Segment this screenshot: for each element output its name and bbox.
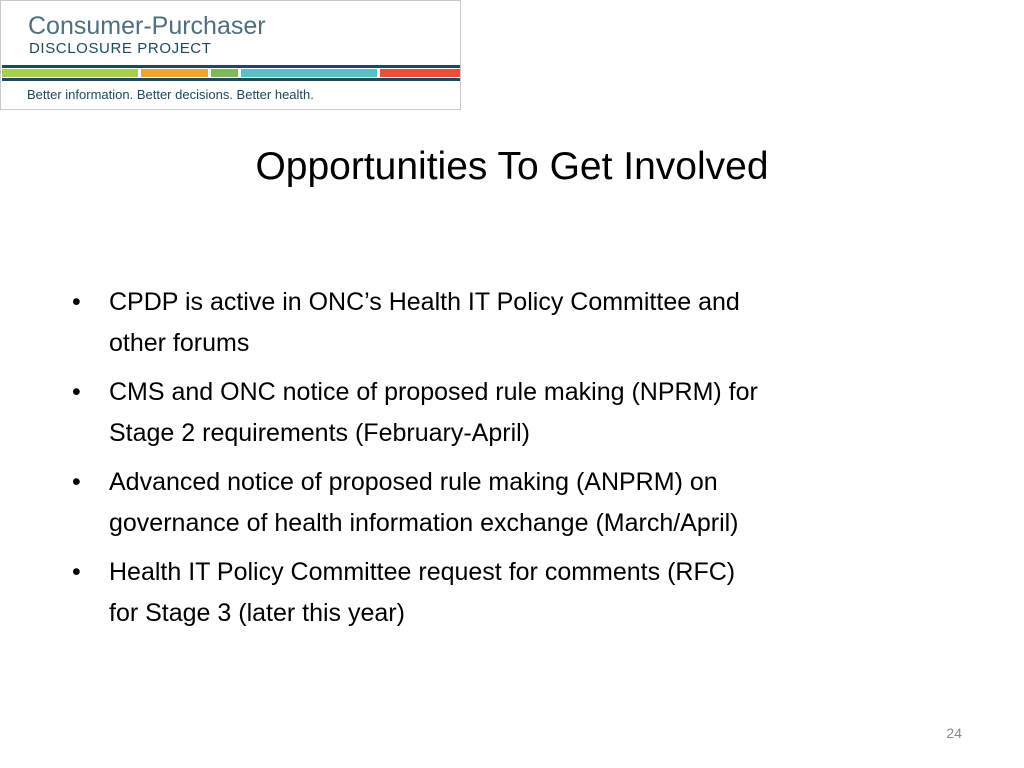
bullet-text-line: CPDP is active in ONC’s Health IT Policy Committee and	[109, 288, 740, 316]
logo-tagline: Better information. Better decisions. Better health.	[27, 87, 314, 102]
bullet-text-line: governance of health information exchange (March/April)	[109, 509, 739, 537]
logo-color-stripes	[2, 65, 460, 81]
bullet-dot: •	[72, 468, 81, 496]
bullet-text-line: Advanced notice of proposed rule making (ANPRM) on	[109, 468, 718, 496]
logo-stripe-teal	[241, 69, 377, 77]
bullet-text-line: Stage 2 requirements (February-April)	[109, 419, 530, 447]
bullet-text-line: for Stage 3 (later this year)	[109, 599, 405, 627]
bullet-dot: •	[72, 378, 81, 406]
page-number: 24	[946, 725, 962, 741]
slide-title: Opportunities To Get Involved	[255, 145, 769, 188]
logo-subtitle: DISCLOSURE PROJECT	[29, 40, 212, 57]
bullet-item	[70, 282, 930, 364]
logo-stripe-border-top	[2, 65, 460, 68]
logo-stripe-orange	[141, 69, 208, 77]
bullet-text-line: Health IT Policy Committee request for comments (RFC)	[109, 558, 736, 586]
cpdp-logo	[0, 0, 461, 110]
bullet-dot: •	[72, 558, 81, 586]
bullet-item	[70, 462, 930, 544]
logo-stripe-leaf	[211, 69, 238, 77]
bullet-text-line: other forums	[109, 329, 250, 357]
bullet-text-line: CMS and ONC notice of proposed rule making (NPRM) for	[109, 378, 758, 406]
bullet-dot: •	[72, 288, 81, 316]
logo-stripe-red	[380, 69, 460, 77]
logo-stripe-border-bottom	[2, 78, 460, 81]
logo-title: Consumer-Purchaser	[28, 12, 266, 40]
bullet-list	[70, 282, 930, 642]
bullet-item	[70, 552, 930, 634]
logo-stripe-green	[2, 69, 138, 77]
bullet-item	[70, 372, 930, 454]
